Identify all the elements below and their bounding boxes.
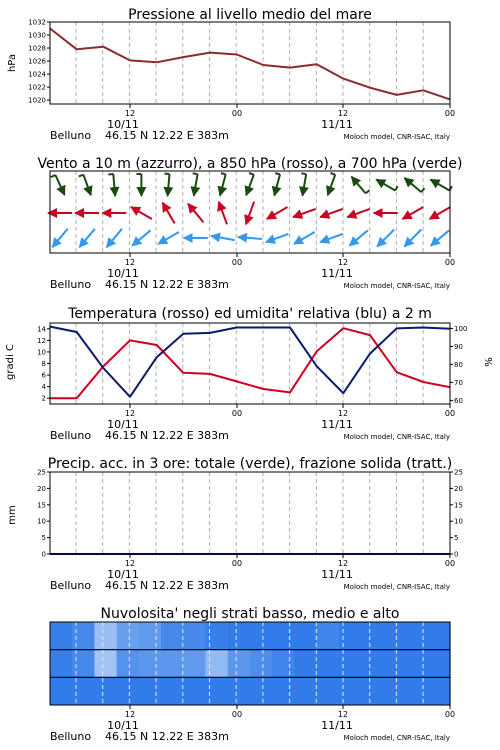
temp-humidity-plot [37, 323, 467, 442]
wind-10m-arrow [431, 230, 449, 245]
cloud-plot [50, 622, 455, 743]
temp-ylabel: gradi C [5, 344, 16, 380]
station-name: Belluno [50, 278, 92, 291]
wind-850hpa-arrow [188, 204, 203, 222]
cloud-cell [339, 677, 362, 705]
x-tick-label: 00 [444, 559, 456, 568]
wind-850hpa-arrow [163, 203, 175, 224]
temp-tick-label: 6 [41, 371, 46, 380]
cloud-cell [183, 622, 206, 650]
wind-700hpa-arrow [194, 174, 198, 196]
wind-10m-arrow [107, 229, 122, 247]
wind-barb [79, 175, 84, 177]
cloud-cell [317, 677, 340, 705]
wind-plot [48, 171, 455, 291]
pressure-tick-label: 1022 [28, 83, 46, 92]
cloud-cell [406, 650, 429, 678]
wind-700hpa-arrow [302, 174, 306, 196]
x-tick-label: 00 [444, 710, 456, 719]
wind-barb [395, 186, 398, 190]
date-label: 11/11 [321, 118, 353, 131]
wind-700hpa-arrow [168, 174, 170, 196]
cloud-cell [406, 677, 429, 705]
pressure-ylabel: hPa [7, 53, 18, 73]
date-label: 11/11 [321, 719, 353, 732]
wind-barb [331, 173, 336, 175]
cloud-cell [50, 622, 73, 650]
x-tick-label: 12 [124, 559, 136, 568]
date-label: 11/11 [321, 267, 353, 280]
wind-barb [301, 173, 306, 174]
wind-10m-arrow [158, 232, 179, 244]
pressure-tick-label: 1028 [28, 44, 46, 53]
station-name: Belluno [50, 730, 92, 743]
cloud-cell [272, 650, 295, 678]
precip-ylabel: mm [7, 505, 18, 525]
x-tick-label: 00 [444, 409, 456, 418]
station-name: Belluno [50, 579, 92, 592]
cloud-cell [228, 650, 251, 678]
temp-humidity-title: Temperatura (rosso) ed umidita' relativa (blu) a 2 m [68, 306, 432, 322]
cloud-cell [317, 650, 340, 678]
temp-tick-label: 4 [41, 383, 46, 392]
cloud-cell [272, 622, 295, 650]
wind-barb [193, 173, 198, 174]
wind-700hpa-arrow [431, 180, 450, 191]
humidity-tick-label: 90 [454, 342, 463, 351]
wind-850hpa-arrow [131, 207, 152, 219]
cloud-cell [161, 622, 184, 650]
wind-700hpa-arrow [83, 175, 91, 196]
humidity-tick-label: 60 [454, 396, 463, 405]
wind-700hpa-arrow [220, 174, 226, 195]
cloud-cell [228, 622, 251, 650]
cloud-cell [294, 677, 317, 705]
wind-barb [51, 175, 56, 177]
precip-tick-label: 15 [37, 501, 46, 510]
cloud-cell [139, 677, 162, 705]
temp-tick-label: 14 [37, 325, 46, 334]
x-tick-label: 12 [337, 109, 349, 118]
wind-850hpa-arrow [347, 209, 370, 217]
wind-700hpa-arrow [328, 175, 336, 196]
x-tick-label: 00 [231, 109, 243, 118]
precip-right-tick-label: 20 [454, 484, 463, 493]
precip-right-tick-label: 5 [454, 534, 459, 543]
wind-850hpa-arrow [430, 207, 451, 219]
cloud-cell [117, 677, 140, 705]
cloud-cell [428, 650, 451, 678]
wind-10m-arrow [52, 229, 67, 247]
precip-right-tick-label: 25 [454, 468, 463, 477]
humidity-tick-label: 100 [454, 324, 468, 333]
x-tick-label: 12 [337, 710, 349, 719]
model-credit: Moloch model, CNR-ISAC, Italy [343, 734, 450, 742]
wind-barb [366, 190, 370, 193]
wind-700hpa-arrow [352, 177, 366, 194]
date-label: 10/11 [107, 118, 139, 131]
cloud-cell [250, 622, 273, 650]
wind-700hpa-arrow [55, 175, 64, 195]
pressure-tick-label: 1026 [28, 57, 46, 66]
station-name: Belluno [50, 429, 92, 442]
x-tick-label: 12 [337, 559, 349, 568]
precip-tick-label: 20 [37, 484, 46, 493]
cloud-cell [361, 677, 384, 705]
wind-700hpa-arrow [113, 174, 115, 196]
cloud-cell [383, 650, 406, 678]
precip-right-tick-label: 10 [454, 517, 463, 526]
station-coords: 46.15 N 12.22 E 383m [105, 579, 229, 592]
cloud-cell [361, 650, 384, 678]
plot-frame [50, 472, 450, 554]
x-tick-label: 00 [231, 559, 243, 568]
cloud-cell [317, 622, 340, 650]
cloud-cell [294, 622, 317, 650]
humidity-tick-label: 80 [454, 360, 463, 369]
cloud-cell [94, 650, 117, 678]
model-credit: Moloch model, CNR-ISAC, Italy [343, 583, 450, 591]
precip-right-tick-label: 15 [454, 501, 463, 510]
pressure-tick-label: 1020 [28, 96, 46, 105]
cloud-cell [228, 677, 251, 705]
cloud-cell [383, 677, 406, 705]
cloud-cell [339, 622, 362, 650]
cloud-cell [117, 650, 140, 678]
precip-plot [37, 469, 463, 593]
date-label: 10/11 [107, 267, 139, 280]
wind-10m-arrow [238, 237, 262, 239]
pressure-plot [28, 19, 455, 143]
temp-tick-label: 2 [41, 394, 46, 403]
cloud-title: Nuvolosita' negli strati basso, medio e alto [100, 606, 400, 622]
x-tick-label: 00 [231, 409, 243, 418]
wind-10m-arrow [132, 230, 150, 245]
temp-tick-label: 12 [37, 336, 46, 345]
humidity-tick-label: 70 [454, 378, 463, 387]
wind-850hpa-arrow [246, 202, 254, 225]
x-tick-label: 00 [444, 258, 456, 267]
wind-850hpa-arrow [267, 207, 288, 219]
pressure-tick-label: 1030 [28, 31, 46, 40]
cloud-cell [272, 677, 295, 705]
date-label: 10/11 [107, 719, 139, 732]
cloud-cell [406, 622, 429, 650]
wind-700hpa-arrow [376, 180, 395, 191]
plot-frame [50, 22, 450, 104]
precip-title: Precip. acc. in 3 ore: totale (verde), frazione solida (tratt.) [47, 456, 453, 472]
station-coords: 46.15 N 12.22 E 383m [105, 730, 229, 743]
precip-right-tick-label: 0 [454, 550, 459, 559]
x-tick-label: 12 [124, 409, 136, 418]
wind-700hpa-arrow [246, 175, 254, 196]
cloud-cell [117, 622, 140, 650]
model-credit: Moloch model, CNR-ISAC, Italy [343, 133, 450, 141]
wind-10m-arrow [211, 236, 235, 240]
station-name: Belluno [50, 129, 92, 142]
wind-barb [275, 173, 280, 174]
x-tick-label: 12 [124, 258, 136, 267]
cloud-cell [94, 622, 117, 650]
wind-barb [221, 173, 226, 174]
wind-700hpa-arrow [274, 174, 280, 195]
x-tick-label: 00 [231, 710, 243, 719]
wind-title: Vento a 10 m (azzurro), a 850 hPa (rosso), a 700 hPa (verde) [37, 156, 463, 172]
cloud-cell [139, 622, 162, 650]
wind-10m-arrow [79, 229, 95, 247]
precip-tick-label: 10 [37, 517, 46, 526]
date-label: 11/11 [321, 568, 353, 581]
wind-barb [108, 174, 113, 175]
station-coords: 46.15 N 12.22 E 383m [105, 429, 229, 442]
cloud-cell [250, 677, 273, 705]
cloud-cell [50, 650, 73, 678]
pressure-tick-label: 1024 [28, 70, 46, 79]
cloud-cell [183, 677, 206, 705]
wind-850hpa-arrow [403, 207, 424, 219]
cloud-cell [206, 622, 229, 650]
cloud-cell [383, 622, 406, 650]
cloud-cell [339, 650, 362, 678]
date-label: 10/11 [107, 418, 139, 431]
precip-tick-label: 25 [37, 468, 46, 477]
cloud-cell [428, 677, 451, 705]
wind-10m-arrow [377, 230, 394, 247]
x-tick-label: 12 [337, 258, 349, 267]
date-label: 10/11 [107, 568, 139, 581]
precip-tick-label: 5 [41, 534, 46, 543]
pressure-tick-label: 1032 [28, 18, 46, 27]
station-coords: 46.15 N 12.22 E 383m [105, 129, 229, 142]
station-coords: 46.15 N 12.22 E 383m [105, 278, 229, 291]
wind-850hpa-arrow [293, 209, 316, 217]
wind-barb [249, 173, 254, 175]
cloud-cell [250, 650, 273, 678]
humidity-ylabel: % [484, 357, 495, 367]
cloud-cell [161, 650, 184, 678]
model-credit: Moloch model, CNR-ISAC, Italy [343, 282, 450, 290]
pressure-line [50, 29, 450, 100]
x-tick-label: 00 [231, 258, 243, 267]
date-label: 11/11 [321, 418, 353, 431]
x-tick-label: 12 [124, 109, 136, 118]
temperature-line [50, 328, 450, 398]
cloud-cell [139, 650, 162, 678]
wind-850hpa-arrow [219, 202, 227, 225]
cloud-cell [206, 677, 229, 705]
cloud-cell [183, 650, 206, 678]
wind-10m-arrow [349, 230, 367, 245]
wind-barb [421, 188, 424, 192]
precip-tick-label: 0 [41, 550, 46, 559]
cloud-cell [94, 677, 117, 705]
cloud-cell [206, 650, 229, 678]
wind-10m-arrow [404, 230, 421, 247]
wind-10m-arrow [320, 234, 343, 242]
wind-700hpa-arrow [404, 178, 421, 192]
cloud-cell [294, 650, 317, 678]
wind-850hpa-arrow [320, 209, 343, 217]
temp-tick-label: 8 [41, 360, 46, 368]
pressure-title: Pressione al livello medio del mare [128, 7, 372, 23]
cloud-cell [428, 622, 451, 650]
temp-tick-label: 10 [37, 348, 46, 357]
cloud-cell [161, 677, 184, 705]
cloud-cell [361, 622, 384, 650]
wind-10m-arrow [294, 232, 315, 244]
model-credit: Moloch model, CNR-ISAC, Italy [343, 433, 450, 441]
x-tick-label: 00 [444, 109, 456, 118]
x-tick-label: 12 [124, 710, 136, 719]
wind-10m-arrow [266, 234, 289, 242]
cloud-cell [50, 677, 73, 705]
x-tick-label: 12 [337, 409, 349, 418]
